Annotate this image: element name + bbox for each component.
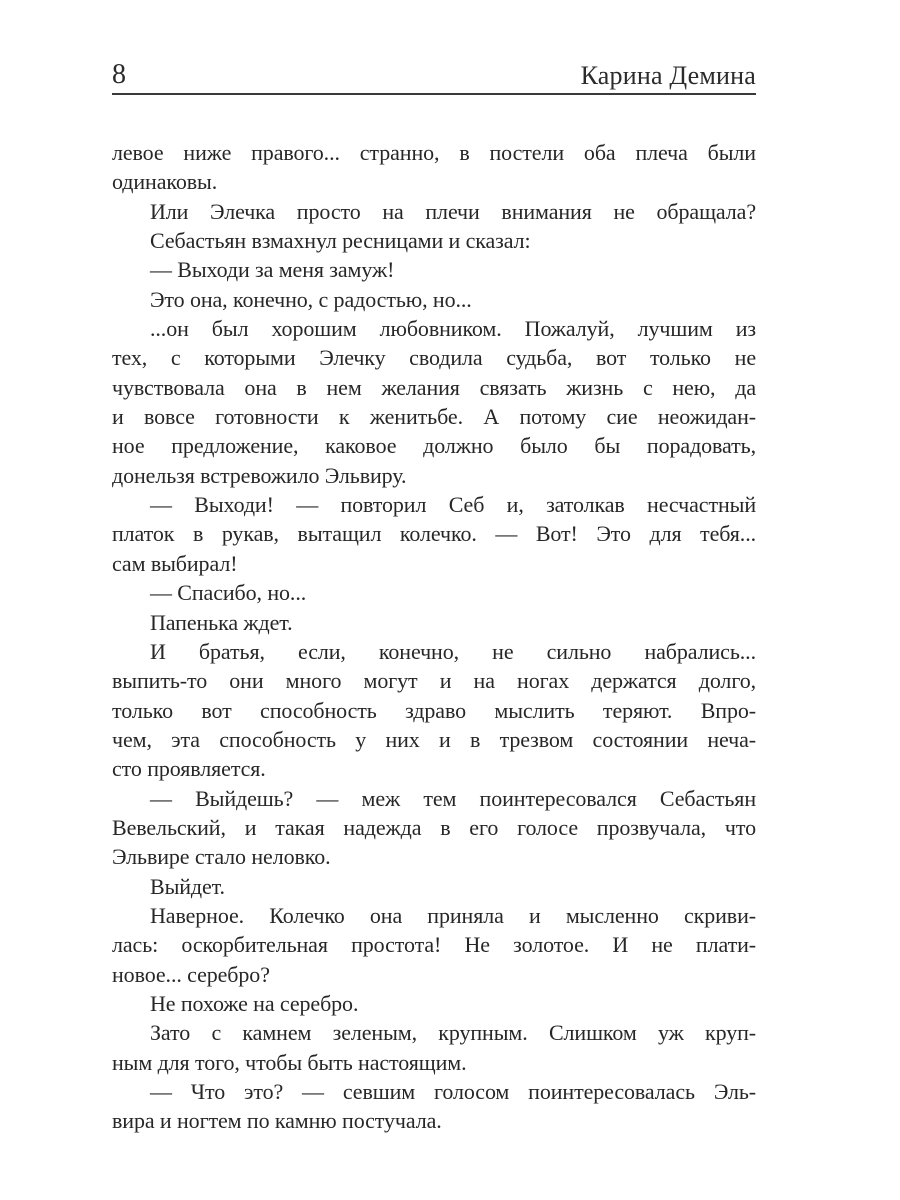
text-line: лась: оскорбительная простота! Не золотое. И не плати-	[112, 932, 756, 958]
text-line: чувствовала она в нем желания связать жизнь с нею, да	[112, 374, 756, 400]
text-line: Выйдет.	[150, 873, 225, 899]
text-line: платок в рукав, вытащил колечко. — Вот! Это для тебя...	[112, 521, 756, 547]
text-line: Эльвире стало неловко.	[112, 844, 331, 870]
body-text	[112, 138, 756, 1136]
text-line: ным для того, чтобы быть настоящим.	[112, 1049, 467, 1075]
text-line: — Выходи за меня замуж!	[150, 257, 395, 283]
text-line: Это она, конечно, с радостью, но...	[150, 286, 472, 312]
text-line: — Спасибо, но...	[150, 580, 307, 606]
text-line: и вовсе готовности к женитьбе. А потому сие неожидан-	[112, 404, 756, 430]
page-number: 8	[112, 59, 126, 90]
text-line: Папенька ждет.	[150, 609, 293, 635]
running-header	[112, 58, 756, 95]
text-line: Зато с камнем зеленым, крупным. Слишком уж круп-	[150, 1020, 756, 1046]
text-line: — Что это? — севшим голосом поинтересовалась Эль-	[150, 1079, 756, 1104]
text-line: Наверное. Колечко она приняла и мысленно скриви-	[150, 902, 756, 928]
text-line: выпить-то они много могут и на ногах держатся долго,	[112, 668, 756, 694]
text-line: — Выходи! — повторил Себ и, затолкав несчастный	[150, 492, 756, 518]
text-line: одинаковы.	[112, 169, 218, 195]
text-line: сто проявляется.	[112, 756, 266, 782]
text-line: ...он был хорошим любовником. Пожалуй, лучшим из	[150, 316, 756, 342]
text-line: Вевельский, и такая надежда в его голосе прозвучала, что	[112, 814, 756, 840]
text-line: Себастьян взмахнул ресницами и сказал:	[150, 228, 531, 254]
text-line: сам выбирал!	[112, 550, 238, 576]
running-header-author: Карина Демина	[580, 61, 756, 90]
text-line: вира и ногтем по камню постучала.	[112, 1108, 442, 1134]
text-line: Или Элечка просто на плечи внимания не обращала?	[150, 198, 756, 224]
text-line: только вот способность здраво мыслить теряют. Впро-	[112, 697, 756, 723]
text-line: чем, эта способность у них и в трезвом состоянии неча-	[112, 726, 756, 752]
text-line: ное предложение, каковое должно было бы порадовать,	[112, 433, 756, 459]
text-line: тех, с которыми Элечку сводила судьба, вот только не	[112, 345, 756, 371]
text-line: новое... серебро?	[112, 961, 270, 987]
text-line: Не похоже на серебро.	[150, 990, 359, 1016]
text-line: левое ниже правого... странно, в постели оба плеча были	[112, 140, 756, 165]
text-line: донельзя встревожило Эльвиру.	[112, 462, 407, 488]
text-line: И братья, если, конечно, не сильно набрались...	[150, 638, 756, 664]
text-line: — Выйдешь? — меж тем поинтересовался Себастьян	[150, 785, 756, 811]
